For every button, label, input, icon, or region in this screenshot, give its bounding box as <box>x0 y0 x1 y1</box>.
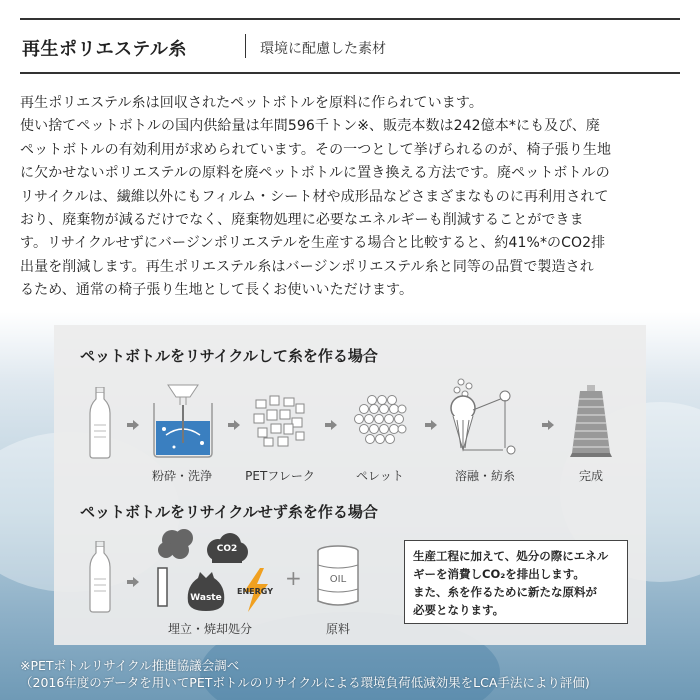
description-line: おり、廃棄物が減るだけでなく、廃棄物処理に必要なエネルギーも削減することができま <box>20 212 584 229</box>
footnote <box>20 657 700 691</box>
arrow-right-icon <box>127 577 139 587</box>
waste-label: Waste <box>190 593 222 603</box>
footnote-line: （2016年度のデータを用いてPETボトルのリサイクルによる環境負荷低減効果をLCA手法により評価) <box>20 675 590 690</box>
pet-bottle-icon <box>88 541 112 613</box>
description-line: に欠かせないポリエステルの原料を廃ペットボトルに置き換える方法です。廃ペットボトルの <box>20 165 610 182</box>
note-line: 必要となります。 <box>413 603 505 617</box>
page-title: 再生ポリエステル糸 <box>22 39 187 60</box>
pellet-icon <box>352 394 410 450</box>
description-line: す。リサイクルせずにバージンポリエステルを生産する場合と比較すると、約41%*のCO2排 <box>20 235 606 252</box>
arrow-right-icon <box>325 420 337 430</box>
arrow-right-icon <box>127 420 139 430</box>
disposal-label: 埋立・焼却処分 <box>167 622 252 636</box>
arrow-right-icon <box>425 420 437 430</box>
waste-bag-icon <box>186 568 226 612</box>
melt-spin-icon <box>445 378 525 458</box>
oil-label: OIL <box>329 574 347 585</box>
description-line: 使い捨てペットボトルの国内供給量は年間596千トン※、販売本数は242億本*にも及び、廃 <box>20 118 601 135</box>
note-line: また、糸を作るために新たな原料が <box>413 585 597 599</box>
pet-bottle-icon <box>88 387 112 459</box>
note-box <box>404 540 628 624</box>
description-text <box>20 92 680 303</box>
crush-wash-icon <box>150 383 216 459</box>
title-divider <box>245 34 246 58</box>
step-label: ペレット <box>356 469 404 483</box>
step-label: 粉砕・洗浄 <box>151 469 212 483</box>
virgin-flow-title: ペットボトルをリサイクルせず糸を作る場合 <box>80 503 378 521</box>
description-line: リサイクルは、繊維以外にもフィルム・シート材や成形品などさまざまなものに再利用されて <box>20 188 609 205</box>
arrow-right-icon <box>542 420 554 430</box>
note-line: 生産工程に加えて、処分の際にエネル <box>413 549 609 563</box>
page-subtitle: 環境に配慮した素材 <box>260 41 386 57</box>
arrow-right-icon <box>228 420 240 430</box>
description-line: るため、通常の椅子張り生地として長くお使いいただけます。 <box>20 282 414 299</box>
recycle-flow-title: ペットボトルをリサイクルして糸を作る場合 <box>80 347 378 365</box>
step-label: PETフレーク <box>245 469 315 483</box>
energy-label: ENERGY <box>237 587 273 596</box>
footnote-line: ※PETボトルリサイクル推進協議会調べ <box>20 658 240 673</box>
description-line: ペットボトルの有効利用が求められています。その一つとして挙げられるのが、椅子張り生地 <box>20 141 612 158</box>
step-label: 溶融・紡糸 <box>454 469 515 483</box>
pet-flake-icon <box>252 394 308 448</box>
note-line: ギーを消費しCO₂を排出します。 <box>413 567 585 581</box>
page-header <box>20 18 680 74</box>
raw-material-label: 原料 <box>325 622 350 636</box>
co2-label: CO2 <box>216 544 238 554</box>
plus-sign: + <box>285 566 302 590</box>
step-label: 完成 <box>578 469 603 483</box>
yarn-cone-icon <box>566 383 616 459</box>
description-line: 出量を削減します。再生ポリエステル糸はバージンポリエステル糸と同等の品質で製造され <box>20 258 594 275</box>
description-line: 再生ポリエステル糸は回収されたペットボトルを原料に作られています。 <box>20 95 483 111</box>
